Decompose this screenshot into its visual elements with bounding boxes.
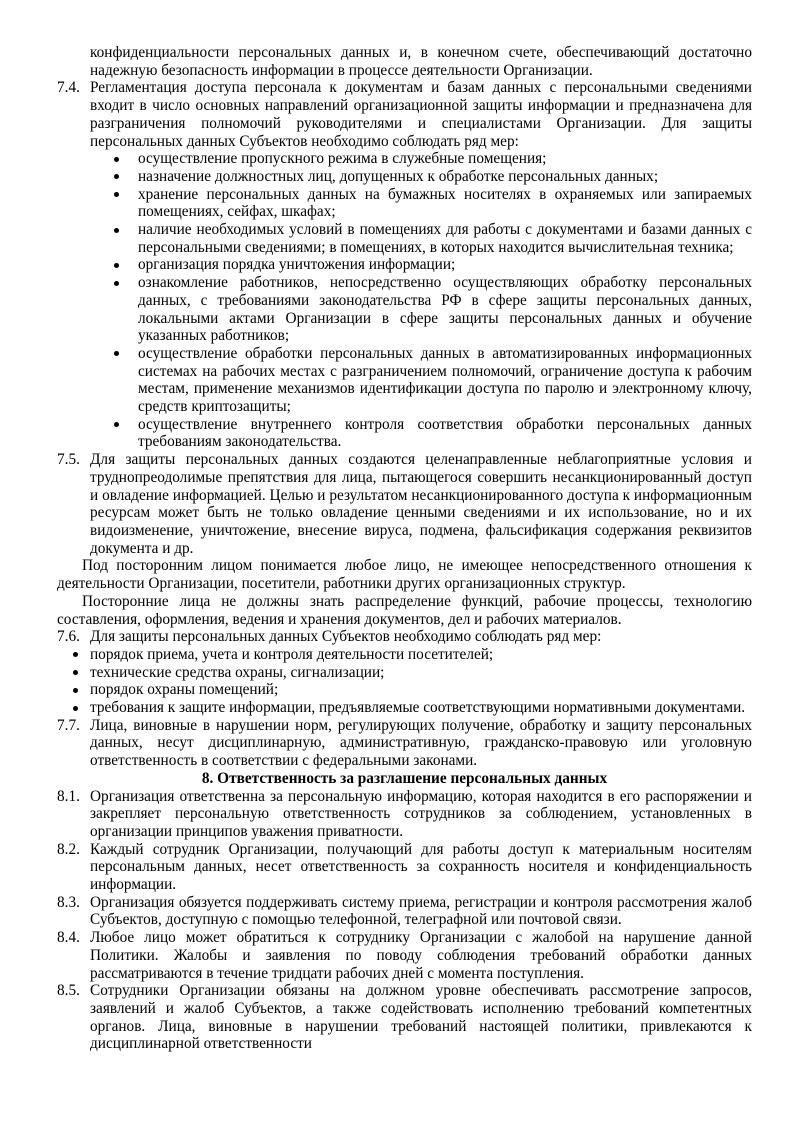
security-measures-list (57, 150, 752, 451)
list-item (57, 186, 752, 221)
clause-text: Лица, виновные в нарушении норм, регулирующих получение, обработку и защиту персональных данных, несут дисциплинарную, административную, гражданско-правовую или уголовную ответственность в соответствии с федеральными законами. (90, 716, 752, 770)
list-item-text: осуществление пропускного режима в служебные помещения; (138, 150, 547, 168)
list-item-text: хранение персональных данных на бумажных носителях в охраняемых или запираемых помещениях, сейфах, шкафах; (138, 185, 752, 221)
bullet-icon (73, 670, 78, 675)
list-item (57, 150, 752, 168)
list-item-text: технические средства охраны, сигнализации; (90, 663, 385, 681)
clause-text: Организация ответственна за персональную информацию, которая находится в его распоряжении и закрепляет персональную ответственность сотрудников за соблюдением, установленных в организации принципов уважения приватности. (90, 787, 752, 840)
bullet-icon (73, 706, 78, 711)
clause-number: 7.5. (57, 451, 80, 469)
clause-number: 8.3. (57, 893, 80, 911)
clause-number: 8.2. (57, 840, 80, 858)
list-item-text: порядок охраны помещений; (90, 681, 279, 699)
bullet-icon (73, 652, 78, 657)
clause-8-1 (57, 788, 752, 841)
list-item (57, 168, 752, 186)
clause-text: Для защиты персональных данных создаются целенаправленные неблагоприятные условия и труднопреодолимые препятствия для лица, пытающегося совершить несанкционированный доступ и овладение информацией. Целью и результатом несанкционированного доступа к информационным ресурсам может быть не только овладение ценными сведениями и их использование, но и их видоизменение, уничтожение, внесение вируса, подмена, фальсификация содержания реквизитов документа и др. (90, 451, 752, 557)
list-item (57, 646, 752, 664)
bullet-icon (114, 351, 119, 356)
bullet-icon (114, 422, 119, 427)
clause-text: Каждый сотрудник Организации, получающий для работы доступ к материальным носителям персональным данных, несет ответственность за сохранность носителя и конфиденциальность информации. (90, 840, 752, 894)
list-item-text: назначение должностных лиц, допущенных к обработке персональных данных; (138, 167, 659, 185)
clause-7-6 (57, 628, 752, 646)
clause-number: 8.4. (57, 929, 80, 947)
list-item-text: осуществление обработки персональных данных в автоматизированных информационных системах на рабочих местах с разграничением полномочий, ограничение доступа к рабочим местам, применение механизмов идентификации доступа по паролю и электронному ключу, средств криптозащиты; (138, 344, 752, 416)
clause-number: 7.4. (57, 79, 80, 97)
clause-8-4 (57, 929, 752, 982)
list-item-text: требования к защите информации, предъявляемые соответствующими нормативными документами. (90, 699, 746, 717)
clause-text: Организация обязуется поддерживать систему приема, регистрации и контроля рассмотрения жалоб Субъектов, доступную с помощью телефонной, телеграфной или почтовой связи. (90, 893, 752, 929)
bullet-icon (114, 281, 119, 286)
continuation-paragraph: конфиденциальности персональных данных и, в конечном счете, обеспечивающий достаточно надежную безопасность информации в процессе деятельности Организации. (90, 44, 752, 79)
clause-number: 7.6. (57, 628, 80, 646)
clause-7-7 (57, 717, 752, 770)
bullet-icon (73, 688, 78, 693)
bullet-icon (114, 157, 119, 162)
list-item (57, 274, 752, 345)
clause-number: 7.7. (57, 716, 80, 734)
list-item-text: осуществление внутреннего контроля соответствия обработки персональных данных требованиям законодательства. (138, 415, 752, 451)
clause-7-5-subparagraph: Посторонние лица не должны знать распределение функций, рабочие процессы, технологию составления, оформления, ведения и хранения документов, дел и рабочих материалов. (57, 592, 752, 628)
list-item-text: порядок приема, учета и контроля деятельности посетителей; (90, 645, 494, 663)
clause-text: Для защиты персональных данных Субъектов необходимо соблюдать ряд мер: (90, 628, 602, 646)
clause-number: 8.1. (57, 787, 80, 805)
clause-8-2 (57, 841, 752, 894)
bullet-icon (114, 174, 119, 179)
clause-7-5-subparagraph: Под посторонним лицом понимается любое лицо, не имеющее непосредственного отношения к деятельности Организации, посетители, работники других организационных структур. (57, 557, 752, 593)
clause-text: Любое лицо может обратиться к сотруднику Организации с жалобой на нарушение данной Политики. Жалобы и заявления по поводу соблюдения требований обработки данных рассматриваются в течение тридцати рабочих дней с момента поступления. (90, 929, 752, 982)
list-item (57, 256, 752, 274)
bullet-icon (114, 263, 119, 268)
clause-8-3 (57, 894, 752, 929)
list-item-text: ознакомление работников, непосредственно осуществляющих обработку персональных данных, с требованиями законодательства РФ в сфере защиты персональных данных, локальными актами Организации в сфере защиты персональных данных и обучение указанных работников; (138, 274, 752, 345)
bullet-icon (114, 228, 119, 233)
clause-7-5 (57, 451, 752, 557)
list-item (57, 221, 752, 256)
list-item (57, 681, 752, 699)
clause-8-5 (57, 982, 752, 1053)
clause-text: Регламентация доступа персонала к документам и базам данных с персональными сведениями входит в число основных направлений организационной защиты информации и предназначена для разграничения полномочий руководителями и специалистами Организации. Для защиты персональных данных Субъектов необходимо соблюдать ряд мер: (90, 79, 752, 150)
clause-number: 8.5. (57, 982, 80, 1000)
list-item (57, 345, 752, 416)
list-item (57, 664, 752, 682)
list-item-text: организация порядка уничтожения информации; (138, 256, 456, 274)
protection-measures-list (57, 646, 752, 717)
bullet-icon (114, 192, 119, 197)
list-item (57, 699, 752, 717)
clause-7-4 (57, 79, 752, 150)
section-8-heading: 8. Ответственность за разглашение персональных данных (201, 769, 608, 787)
clause-text: Сотрудники Организации обязаны на должном уровне обеспечивать рассмотрение запросов, заявлений и жалоб Субъектов, а также содействовать исполнению требований компетентных органов. Лица, виновные в нарушении требований настоящей политики, привлекаются к дисциплинарной ответственности (90, 982, 752, 1053)
list-item-text: наличие необходимых условий в помещениях для работы с документами и базами данных с персональными сведениями; в помещениях, в которых находится вычислительная техника; (138, 221, 752, 256)
list-item (57, 416, 752, 451)
